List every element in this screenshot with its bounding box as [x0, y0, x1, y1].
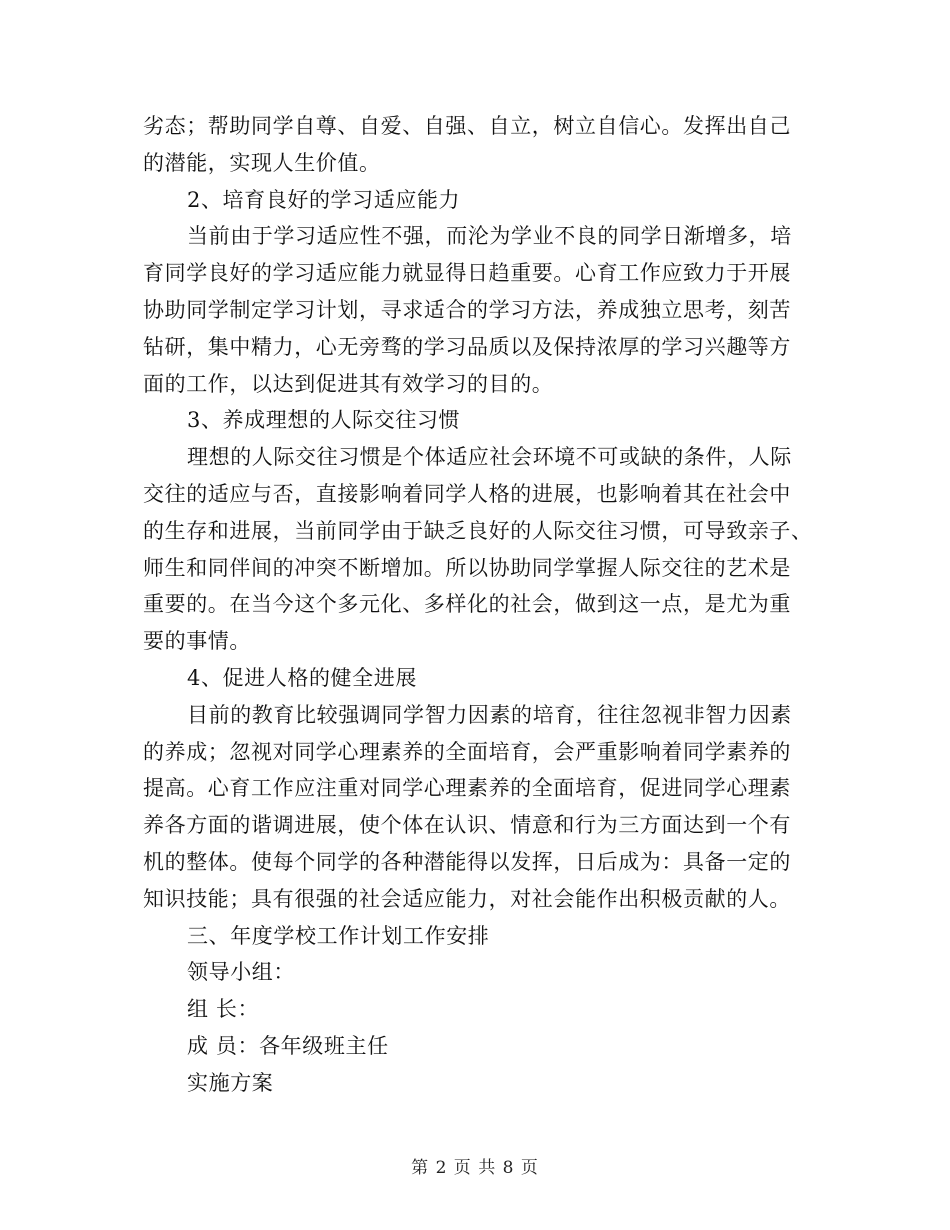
text-line: 的潜能，实现人生价值。 — [143, 150, 381, 175]
section-heading: 3、养成理想的人际交往习惯 — [187, 408, 461, 433]
text-line: 钻研，集中精力，心无旁骛的学习品质以及保持浓厚的学习兴趣等方 — [143, 334, 791, 359]
text-line: 当前由于学习适应性不强，而沦为学业不良的同学日渐增多，培 — [187, 224, 792, 249]
section-heading: 2、培育良好的学习适应能力 — [187, 187, 461, 212]
text-line: 要的事情。 — [143, 629, 251, 654]
text-line: 领导小组： — [187, 960, 295, 985]
section-heading: 4、促进人格的健全进展 — [187, 665, 417, 690]
text-line: 的生存和进展，当前同学由于缺乏良好的人际交往习惯，可导致亲子、 — [143, 518, 813, 543]
text-line: 重要的。在当今这个多元化、多样化的社会，做到这一点，是尤为重 — [143, 592, 791, 617]
text-line: 目前的教育比较强调同学智力因素的培育，往往忽视非智力因素 — [187, 702, 792, 727]
section-heading: 三、年度学校工作计划工作安排 — [187, 923, 490, 948]
document-body — [143, 108, 811, 1102]
text-line: 提高。心育工作应注重对同学心理素养的全面培育，促进同学心理素 — [143, 776, 791, 801]
text-line: 交往的适应与否，直接影响着同学人格的进展，也影响着其在社会中 — [143, 481, 791, 506]
text-line: 协助同学制定学习计划，寻求适合的学习方法，养成独立思考，刻苦 — [143, 297, 791, 322]
text-line: 养各方面的谐调进展，使个体在认识、情意和行为三方面达到一个有 — [143, 813, 791, 838]
text-line: 面的工作，以达到促进其有效学习的目的。 — [143, 371, 554, 396]
text-line: 实施方案 — [187, 1070, 274, 1095]
page-number: 第 2 页 共 8 页 — [411, 1158, 539, 1178]
text-line: 的养成；忽视对同学心理素养的全面培育，会严重影响着同学素养的 — [143, 739, 791, 764]
text-line: 劣态；帮助同学自尊、自爱、自强、自立，树立自信心。发挥出自己 — [143, 114, 791, 138]
text-line: 知识技能；具有很强的社会适应能力，对社会能作出积极贡献的人。 — [143, 886, 791, 911]
text-line: 成 员：各年级班主任 — [187, 1033, 389, 1058]
text-line: 理想的人际交往习惯是个体适应社会环境不可或缺的条件，人际 — [187, 445, 792, 470]
text-line: 组 长： — [187, 997, 260, 1022]
text-line: 育同学良好的学习适应能力就显得日趋重要。心育工作应致力于开展 — [143, 261, 791, 286]
text-line: 机的整体。使每个同学的各种潜能得以发挥，日后成为：具备一定的 — [143, 849, 791, 874]
text-line: 师生和同伴间的冲突不断增加。所以协助同学掌握人际交往的艺术是 — [143, 555, 791, 580]
